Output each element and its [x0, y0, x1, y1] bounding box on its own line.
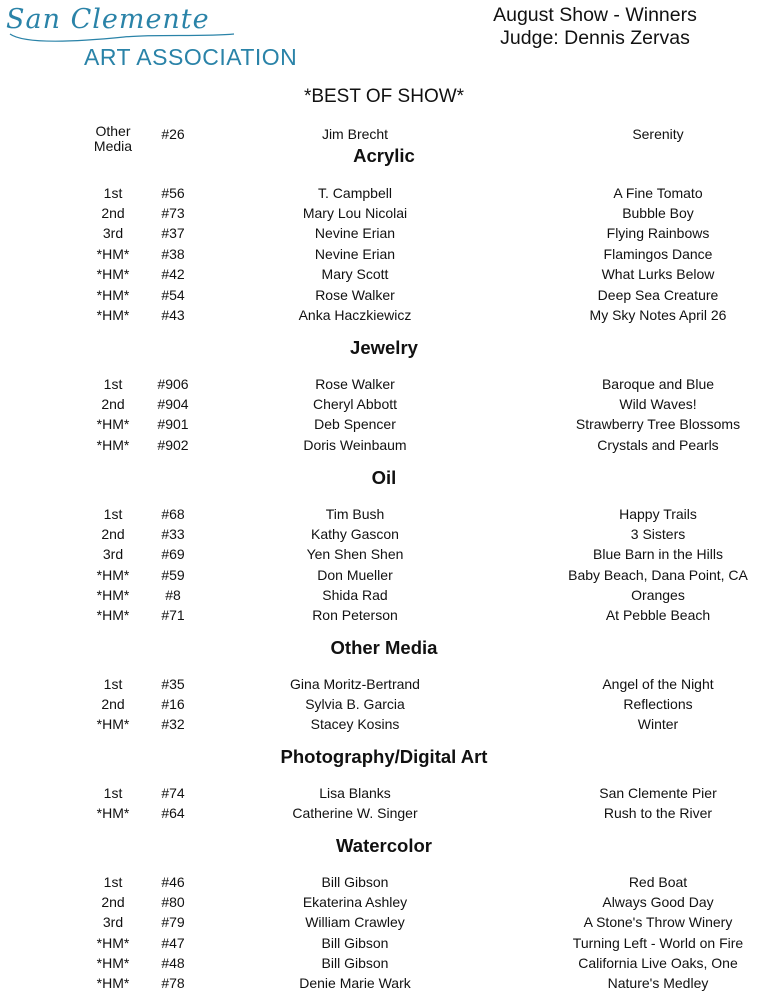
entry-artist: Tim Bush	[325, 506, 385, 522]
entry-place: *HM*	[96, 587, 130, 603]
entry-place: *HM*	[96, 246, 130, 262]
entry-number: #46	[161, 874, 185, 890]
entry-artwork: Crystals and Pearls	[597, 437, 719, 453]
entry-artist: Yen Shen Shen	[306, 546, 404, 562]
entry-artist: Anka Haczkiewicz	[298, 307, 412, 323]
list-item	[0, 203, 768, 223]
entry-artist: Bill Gibson	[321, 935, 389, 951]
list-item	[0, 285, 768, 305]
entry-artist: Cheryl Abbott	[312, 396, 398, 412]
entry-artwork: Turning Left - World on Fire	[572, 935, 744, 951]
entry-artwork: Baby Beach, Dana Point, CA	[568, 567, 748, 583]
entry-artist: Shida Rad	[322, 587, 388, 603]
entry-artwork: Baroque and Blue	[601, 376, 715, 392]
entry-place: 2nd	[101, 205, 125, 221]
entry-artwork: California Live Oaks, One	[578, 955, 738, 971]
entry-number: #901	[157, 416, 189, 432]
entry-place: *HM*	[96, 955, 130, 971]
entry-artist: Nevine Erian	[314, 246, 396, 262]
list-item	[0, 435, 768, 455]
entry-place: Other Media	[93, 123, 133, 154]
entry-artist: Mary Scott	[321, 266, 389, 282]
entry-artwork: Always Good Day	[602, 894, 714, 910]
list-item	[0, 264, 768, 284]
entry-artist: Bill Gibson	[321, 874, 389, 890]
entry-place: 1st	[103, 376, 123, 392]
entry-artwork: Deep Sea Creature	[597, 287, 719, 303]
entry-artist: William Crawley	[305, 914, 405, 930]
entry-artist: Rose Walker	[315, 287, 395, 303]
entry-artwork: My Sky Notes April 26	[589, 307, 727, 323]
entry-place: 1st	[103, 185, 123, 201]
entry-place: 3rd	[102, 546, 124, 562]
entry-number: #68	[161, 506, 185, 522]
entry-artwork: Nature's Medley	[607, 975, 709, 991]
logo-subtitle: ART ASSOCIATION	[84, 44, 298, 70]
entry-artist: Jim Brecht	[321, 126, 389, 142]
entry-artwork: At Pebble Beach	[605, 607, 711, 623]
list-item	[0, 674, 768, 694]
entry-artwork: Oranges	[631, 587, 685, 603]
entry-place: 2nd	[101, 696, 125, 712]
entry-artist: Denie Marie Wark	[299, 975, 411, 991]
logo-script-text: San Clemente	[6, 4, 210, 35]
list-item	[0, 953, 768, 973]
entry-artist: Doris Weinbaum	[303, 437, 407, 453]
entry-artwork: Bubble Boy	[622, 205, 694, 221]
entry-artist: Don Mueller	[317, 567, 393, 583]
list-item	[0, 374, 768, 394]
entry-artist: Ron Peterson	[312, 607, 398, 623]
section-heading-photography-digital-art: Photography/Digital Art	[280, 746, 488, 767]
entry-place: *HM*	[96, 307, 130, 323]
list-item	[0, 973, 768, 993]
show-title: August Show - Winners	[493, 4, 697, 26]
entry-number: #74	[161, 785, 185, 801]
list-item	[0, 912, 768, 932]
entry-artwork: 3 Sisters	[630, 526, 686, 542]
entry-artist: Mary Lou Nicolai	[302, 205, 408, 221]
entry-number: #80	[161, 894, 185, 910]
list-item	[0, 585, 768, 605]
list-item	[0, 565, 768, 585]
entry-place: *HM*	[96, 607, 130, 623]
entry-artwork: Reflections	[623, 696, 693, 712]
section-heading-watercolor: Watercolor	[336, 835, 432, 856]
entry-artist: Sylvia B. Garcia	[305, 696, 405, 712]
entry-number: #904	[157, 396, 189, 412]
entry-artwork: San Clemente Pier	[599, 785, 717, 801]
section-heading-acrylic: Acrylic	[353, 145, 415, 166]
entry-number: #64	[161, 805, 185, 821]
entry-artwork: Flying Rainbows	[606, 225, 710, 241]
entry-artwork: Strawberry Tree Blossoms	[575, 416, 741, 432]
list-item	[0, 544, 768, 564]
entry-artwork: Red Boat	[628, 874, 688, 890]
entry-place: 3rd	[102, 914, 124, 930]
entry-artwork: Flamingos Dance	[603, 246, 713, 262]
list-item	[0, 872, 768, 892]
list-item	[0, 183, 768, 203]
entry-artist: Bill Gibson	[321, 955, 389, 971]
entry-place: 1st	[103, 785, 123, 801]
entry-place: *HM*	[96, 805, 130, 821]
entry-number: #71	[161, 607, 185, 623]
list-item	[0, 524, 768, 544]
list-item	[0, 223, 768, 243]
entry-place: 2nd	[101, 526, 125, 542]
entry-artwork: Wild Waves!	[619, 396, 697, 412]
entry-place: *HM*	[96, 975, 130, 991]
entry-artist: Ekaterina Ashley	[302, 894, 408, 910]
entry-number: #59	[161, 567, 185, 583]
list-item	[0, 504, 768, 524]
entry-place: 3rd	[102, 225, 124, 241]
entry-number: #69	[161, 546, 185, 562]
entry-place: 1st	[103, 506, 123, 522]
list-item	[0, 244, 768, 264]
entry-artwork: A Stone's Throw Winery	[583, 914, 733, 930]
list-item	[0, 305, 768, 325]
entry-place: 1st	[103, 874, 123, 890]
entry-number: #47	[161, 935, 185, 951]
entry-place: 2nd	[101, 894, 125, 910]
entry-number: #33	[161, 526, 185, 542]
entry-artist: Lisa Blanks	[319, 785, 391, 801]
entry-place: 1st	[103, 676, 123, 692]
entry-number: #26	[161, 126, 185, 142]
list-item	[0, 933, 768, 953]
list-item	[0, 605, 768, 625]
association-logo	[4, 4, 304, 70]
section-heading-jewelry: Jewelry	[350, 337, 418, 358]
entry-artwork: Angel of the Night	[602, 676, 714, 692]
list-item	[0, 394, 768, 414]
entry-artwork: Blue Barn in the Hills	[593, 546, 723, 562]
section-heading-oil: Oil	[371, 467, 397, 488]
entry-artwork: Happy Trails	[619, 506, 697, 522]
entry-number: #78	[161, 975, 185, 991]
entry-place: *HM*	[96, 416, 130, 432]
list-item	[0, 803, 768, 823]
list-item	[0, 414, 768, 434]
entry-artist: Rose Walker	[315, 376, 395, 392]
entry-artist: Stacey Kosins	[310, 716, 400, 732]
entry-number: #16	[161, 696, 185, 712]
judge-name: Judge: Dennis Zervas	[500, 27, 690, 49]
entry-number: #38	[161, 246, 185, 262]
show-header	[425, 4, 765, 50]
entry-number: #8	[165, 587, 181, 603]
entry-number: #42	[161, 266, 185, 282]
entry-number: #56	[161, 185, 185, 201]
entry-number: #32	[161, 716, 185, 732]
entry-place: *HM*	[96, 266, 130, 282]
entry-artist: T. Campbell	[318, 185, 392, 201]
entry-artwork: What Lurks Below	[601, 266, 715, 282]
entry-number: #79	[161, 914, 185, 930]
entry-number: #902	[157, 437, 189, 453]
list-item	[0, 714, 768, 734]
best-of-show-heading: *BEST OF SHOW*	[303, 86, 465, 107]
entry-artist: Kathy Gascon	[311, 526, 399, 542]
entry-number: #35	[161, 676, 185, 692]
entry-artwork: Winter	[637, 716, 679, 732]
entry-artist: Deb Spencer	[314, 416, 396, 432]
list-item	[0, 694, 768, 714]
entry-number: #906	[157, 376, 189, 392]
list-item	[0, 783, 768, 803]
entry-artist: Catherine W. Singer	[292, 805, 418, 821]
entry-place: *HM*	[96, 567, 130, 583]
entry-artist: Nevine Erian	[314, 225, 396, 241]
entry-artwork: Rush to the River	[603, 805, 713, 821]
entry-number: #54	[161, 287, 185, 303]
entry-number: #73	[161, 205, 185, 221]
entry-number: #48	[161, 955, 185, 971]
entry-place: *HM*	[96, 716, 130, 732]
entry-place: 2nd	[101, 396, 125, 412]
entry-artwork: A Fine Tomato	[613, 185, 703, 201]
entry-number: #43	[161, 307, 185, 323]
entry-artwork: Serenity	[632, 126, 684, 142]
list-item	[0, 892, 768, 912]
entry-number: #37	[161, 225, 185, 241]
entry-place: *HM*	[96, 287, 130, 303]
section-heading-other-media: Other Media	[330, 637, 438, 658]
entry-place: *HM*	[96, 437, 130, 453]
entry-place: *HM*	[96, 935, 130, 951]
entry-artist: Gina Moritz-Bertrand	[290, 676, 420, 692]
